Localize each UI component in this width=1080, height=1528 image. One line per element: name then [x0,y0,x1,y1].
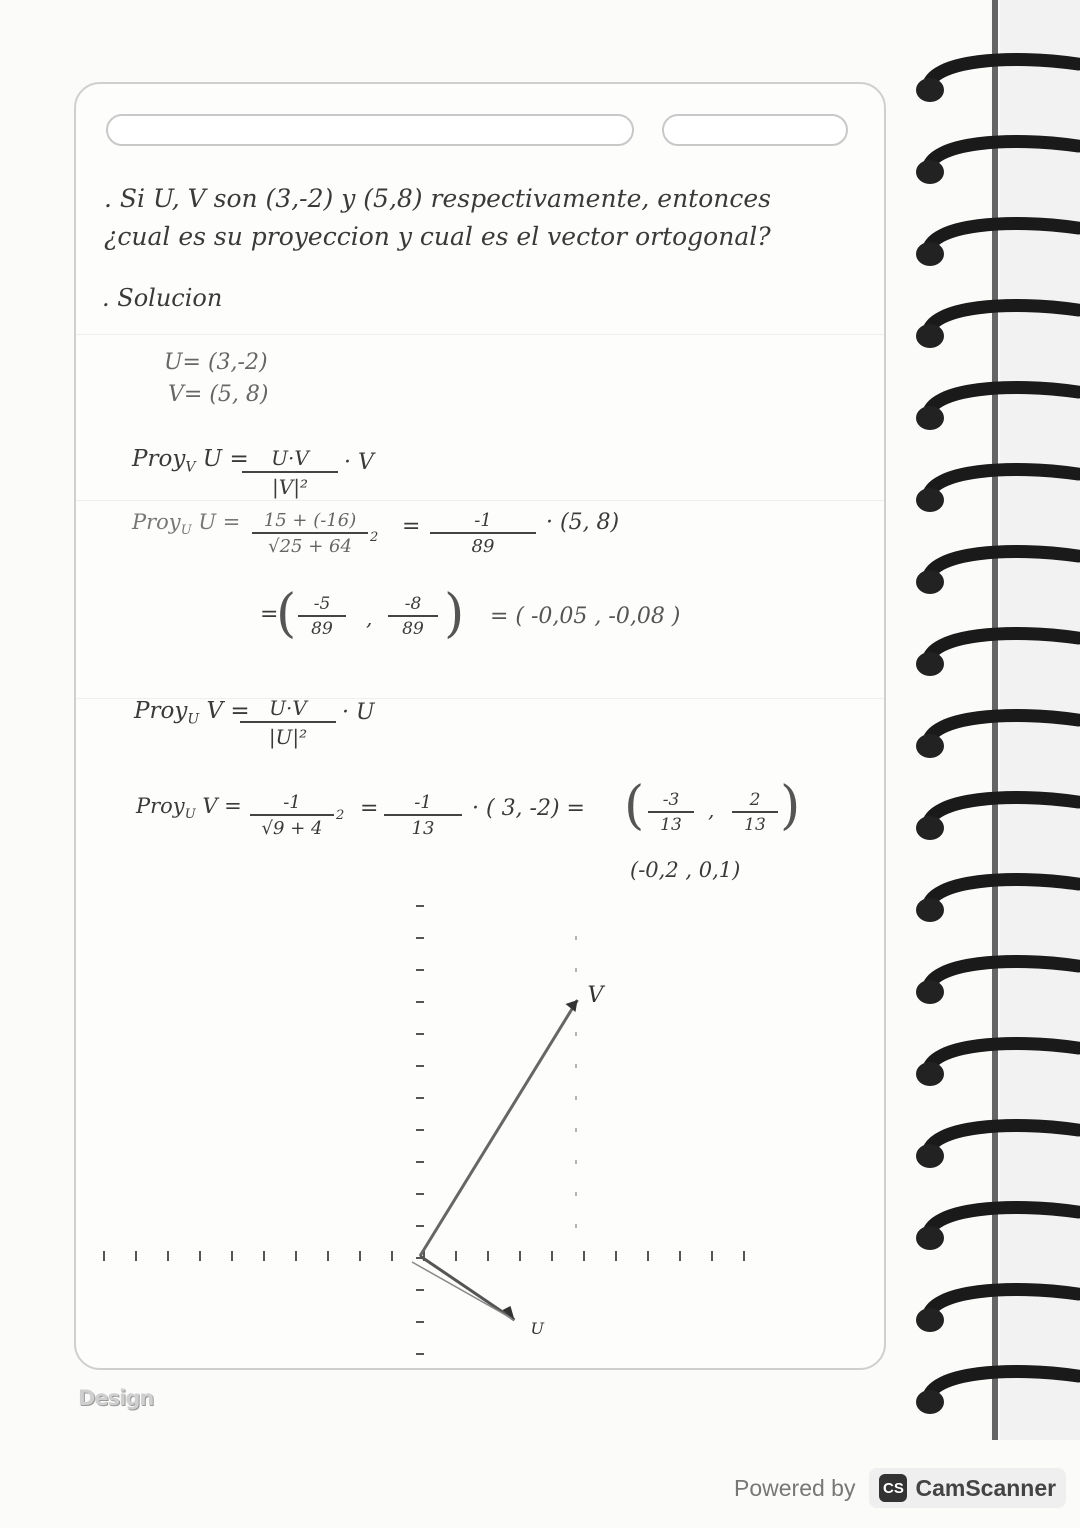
vector-u-label: U [530,1319,544,1338]
proj-u-v-result-approx: (-0,2 , 0,1) [630,858,741,882]
proj-u-v-result-y-fraction: $\frac{2}{13}$ [732,790,778,835]
spiral-hole-icon [916,1144,944,1168]
camscanner-badge[interactable] [869,1468,1066,1508]
camscanner-footer [734,1468,1066,1508]
proj-u-v-step2-tail: · ( 3, -2) = [472,796,585,821]
spiral-hole-icon [916,652,944,676]
proj-v-u-step-fraction: $\frac{15 + (-16)}{√25 + 64}$ [252,510,368,557]
proj-u-v-label: Proy$_U$ V = [134,698,250,728]
spiral-hole-icon [916,1308,944,1332]
vector-graph [76,894,876,1364]
spiral-hole-icon [916,1062,944,1086]
ruled-line [76,334,884,335]
proj-u-v-step-label: Proy$_U$ V = [136,794,242,823]
vector-u-arrow [420,1256,515,1320]
vector-v-label: V [587,983,604,1008]
paren-open: ( [276,584,297,644]
proj-v-u-result-approx: = ( -0,05 , -0,08 ) [490,604,681,629]
ruled-line [76,500,884,501]
spiral-hole-icon [916,980,944,1004]
header-field-right [662,114,848,146]
proj-v-u-result-y-fraction: $\frac{-8}{89}$ [388,594,438,639]
vector-u-projection-line [412,1262,515,1320]
notebook-page [74,82,886,1370]
problem-line-1: . Si U, V son (3,-2) y (5,8) respectivamente, entonces [104,184,772,213]
proj-v-u-label: Proy$_V$ U = [132,446,249,476]
proj-v-u-result-equals: = [260,602,279,627]
spiral-hole-icon [916,1390,944,1414]
spiral-binding-icon [900,0,1080,1440]
paren-close: ) [444,584,465,644]
spiral-hole-icon [916,488,944,512]
spiral-hole-icon [916,324,944,348]
spiral-hole-icon [916,160,944,184]
powered-by-text: Powered by [734,1474,856,1501]
proj-u-v-step-fraction: $\frac{-1}{√9 + 4}$ [250,792,334,839]
proj-v-u-step2-tail: · (5, 8) [546,510,620,535]
spiral-hole-icon [916,242,944,266]
vector-v-arrow [420,1000,578,1256]
proj-u-v-formula-fraction: $\frac{U\cdot V}{\text{|U|²}}$ [240,696,336,749]
proj-u-v-result-comma: , [708,798,715,822]
proj-u-v-step-exponent: 2 [336,808,345,823]
solution-heading: . Solucion [102,284,223,312]
spiral-hole-icon [916,406,944,430]
proj-u-v-step2-fraction: $\frac{-1}{13}$ [384,792,462,839]
spiral-hole-icon [916,1226,944,1250]
spiral-hole-icon [916,898,944,922]
paren-close: ) [780,776,801,836]
given-u: U= (3,-2) [164,350,268,375]
proj-v-u-step-label: Proy$_U$ U = [132,510,241,539]
proj-u-v-equals: = [360,796,379,821]
spiral-hole-icon [916,816,944,840]
paren-open: ( [624,776,645,836]
spiral-hole-icon [916,570,944,594]
camscanner-name: CamScanner [915,1474,1057,1501]
proj-v-u-result-comma: , [366,606,373,630]
spiral-hole-icon [916,78,944,102]
proj-v-u-step2-fraction: $\frac{-1}{89}$ [430,510,536,557]
proj-v-u-step-exponent: 2 [370,530,379,545]
proj-u-v-formula-tail: · U [342,700,375,725]
problem-line-2: ¿cual es su proyeccion y cual es el vector ortogonal? [104,222,771,251]
proj-v-u-equals: = [402,514,421,539]
design-watermark: Design [78,1386,154,1410]
given-v: V= (5, 8) [168,382,269,407]
proj-v-u-formula-tail: · V [344,450,374,475]
camscanner-logo-icon: CS [879,1474,907,1502]
proj-v-u-formula-fraction: $\frac{U\cdot V}{\text{|V|²}}$ [242,446,338,499]
spiral-hole-icon [916,734,944,758]
proj-v-u-result-x-fraction: $\frac{-5}{89}$ [298,594,346,639]
proj-u-v-result-x-fraction: $\frac{-3}{13}$ [648,790,694,835]
header-field-left [106,114,634,146]
